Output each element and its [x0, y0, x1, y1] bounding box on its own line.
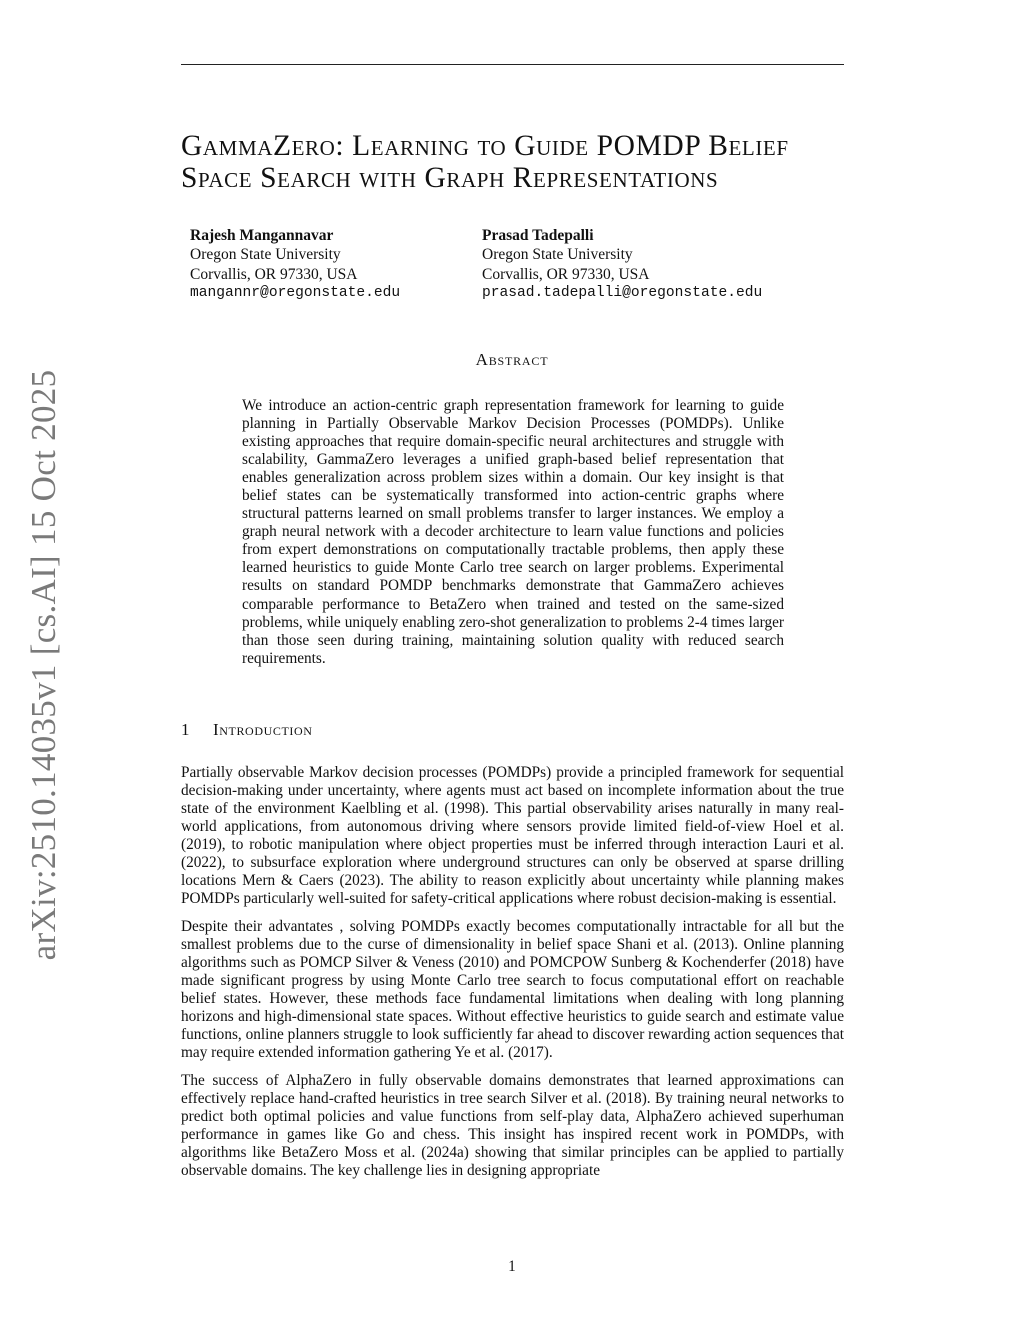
section-title: Introduction	[213, 720, 313, 739]
paragraph: Partially observable Markov decision processes (POMDPs) provide a principled framework for sequential decision-making under uncertainty, where agents must act based on incomplete information about the true state of the environment Kaelbling et al. (1998). This partial observability arises naturally in many real-world applications, from autonomous driving where sensors provide limited field-of-view Hoel et al. (2019), to robotic manipulation where object properties must be inferred through interaction Lauri et al. (2022), to subsurface exploration where underground structures can only be observed at sparse drilling locations Mern & Caers (2023). The ability to reason explicitly about uncertainty while planning makes POMDPs particularly well-suited for safety-critical applications where robust decision-making is essential.	[181, 764, 844, 908]
section-number: 1	[181, 720, 191, 739]
top-rule	[181, 64, 844, 65]
author-block-1	[190, 226, 400, 304]
author-name: Prasad Tadepalli	[482, 227, 594, 244]
author-affiliation: Oregon State University	[190, 246, 341, 264]
abstract-text: We introduce an action-centric graph representation framework for learning to guide planning in Partially Observable Markov Decision Processes (POMDPs). Unlike existing approaches that require domain-specific neural architectures and struggle with scalability, GammaZero leverages a unified graph-based belief representation that enables generalization across problem sizes within a domain. Our key insight is that belief states can be systematically transformed into action-centric graphs where structural patterns learned on small problems transfer to larger instances. We employ a graph neural network with a decoder architecture to learn value functions and policies from expert demonstrations on computationally tractable problems, then apply these learned heuristics to guide Monte Carlo tree search on larger problems. Experimental results on standard POMDP benchmarks demonstrate that GammaZero achieves comparable performance to BetaZero when trained and tested on the same-sized problems, while uniquely enabling zero-shot generalization to problems 2-4 times larger than those seen during training, maintaining solution quality with reduced search requirements.	[242, 397, 784, 667]
page-number: 1	[508, 1258, 516, 1275]
author-email[interactable]: prasad.tadepalli@oregonstate.edu	[482, 285, 763, 302]
paragraph: The success of AlphaZero in fully observable domains demonstrates that learned approximations can effectively replace hand-crafted heuristics in tree search Silver et al. (2018). By training neural networks to predict both optimal policies and value functions from self-play data, AlphaZero achieved superhuman performance in games like Go and chess. This insight has inspired recent work in POMDPs, with algorithms like BetaZero Moss et al. (2024a) showing that similar principles can be applied to partially observable domains. The key challenge lies in designing appropriate	[181, 1071, 844, 1179]
author-address: Corvallis, OR 97330, USA	[190, 265, 358, 283]
section-body	[181, 764, 844, 1190]
author-affiliation: Oregon State University	[482, 246, 633, 264]
author-name: Rajesh Mangannavar	[190, 227, 334, 244]
abstract-heading: Abstract	[475, 350, 549, 369]
author-address: Corvallis, OR 97330, USA	[482, 265, 650, 283]
author-email[interactable]: mangannr@oregonstate.edu	[190, 285, 401, 302]
paper-title	[181, 130, 861, 194]
title-line-1: GammaZero: Learning to Guide POMDP Belief	[181, 130, 789, 162]
arxiv-stamp: arXiv:2510.14035v1 [cs.AI] 15 Oct 2025	[24, 369, 63, 961]
section-heading	[181, 720, 313, 740]
author-block-2	[482, 226, 762, 304]
title-line-2: Space Search with Graph Representations	[181, 162, 719, 194]
paragraph: Despite their advantates , solving POMDPs exactly becomes computationally intractable for all but the smallest problems due to the curse of dimensionality in belief space Shani et al. (2013). Online planning algorithms such as POMCP Silver & Veness (2010) and POMCPOW Sunberg & Kochenderfer (2018) have made significant progress by using Monte Carlo tree search to focus computational effort on reachable belief states. However, these methods face fundamental limitations when dealing with long planning horizons and high-dimensional state spaces. Without effective heuristics to guide search and estimate value functions, online planners struggle to look sufficiently far ahead to discover rewarding action sequences that may require extended information gathering Ye et al. (2017).	[181, 917, 844, 1062]
